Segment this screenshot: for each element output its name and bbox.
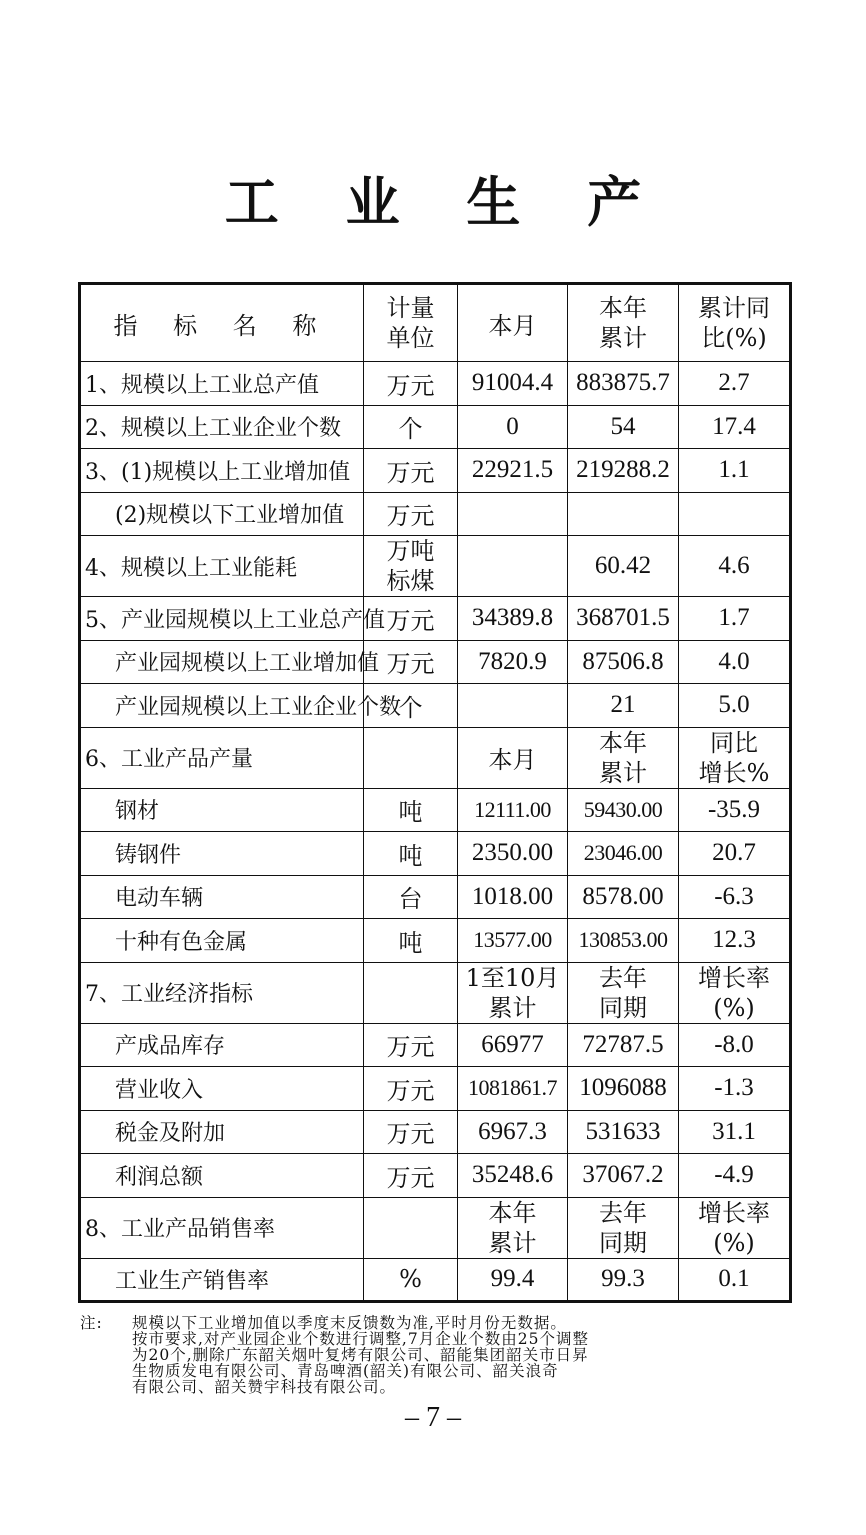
row-month: 1018.00 [458, 875, 568, 919]
row-yoy: -8.0 [679, 1023, 791, 1067]
row-month [458, 684, 568, 728]
table-row [80, 362, 791, 406]
table-row [80, 1258, 791, 1302]
footnote-line: 有限公司、韶关赞宇科技有限公司。 [132, 1378, 397, 1396]
row-name: 工业生产销售率 [80, 1258, 364, 1302]
row-unit: 万元 [364, 449, 458, 493]
section-6-col4: 本年 累计 [568, 727, 679, 788]
table-row [80, 1067, 791, 1111]
row-ytd: 37067.2 [568, 1154, 679, 1198]
row-name: 2、规模以上工业企业个数 [80, 405, 364, 449]
row-month: 12111.00 [458, 788, 568, 832]
table-header-row [80, 284, 791, 362]
row-ytd: 54 [568, 405, 679, 449]
section-header-row [80, 962, 791, 1023]
section-header-row [80, 1197, 791, 1258]
row-unit: 万元 [364, 597, 458, 641]
row-ytd: 368701.5 [568, 597, 679, 641]
row-ytd: 130853.00 [568, 919, 679, 963]
section-8-unit-empty [364, 1197, 458, 1258]
row-unit: 万元 [364, 492, 458, 536]
row-yoy: 31.1 [679, 1110, 791, 1154]
row-unit: % [364, 1258, 458, 1302]
row-name: 3、(1)规模以上工业增加值 [80, 449, 364, 493]
row-unit: 万元 [364, 1067, 458, 1111]
row-month [458, 492, 568, 536]
row-month: 91004.4 [458, 362, 568, 406]
row-name: (2)规模以下工业增加值 [80, 492, 364, 536]
row-month: 7820.9 [458, 640, 568, 684]
table-row [80, 684, 791, 728]
row-ytd: 72787.5 [568, 1023, 679, 1067]
row-yoy: -1.3 [679, 1067, 791, 1111]
row-yoy: 4.6 [679, 536, 791, 597]
row-name: 营业收入 [80, 1067, 364, 1111]
header-unit: 计量 单位 [364, 284, 458, 362]
row-ytd: 59430.00 [568, 788, 679, 832]
footnote-line: 规模以下工业增加值以季度末反馈数为准,平时月份无数据。 [132, 1314, 567, 1332]
section-6-unit-empty [364, 727, 458, 788]
section-7-col5: 增长率 (%) [679, 962, 791, 1023]
row-unit: 吨 [364, 788, 458, 832]
footnote-line: 生物质发电有限公司、青岛啤酒(韶关)有限公司、韶关浪奇 [132, 1362, 559, 1380]
row-name: 产业园规模以上工业企业个数 [80, 684, 364, 728]
row-month: 0 [458, 405, 568, 449]
section-8-col4: 去年 同期 [568, 1197, 679, 1258]
header-ytd: 本年 累计 [568, 284, 679, 362]
row-name: 十种有色金属 [80, 919, 364, 963]
row-ytd: 60.42 [568, 536, 679, 597]
footnote-label: 注: [80, 1314, 103, 1332]
page-title: 工 业 生 产 [224, 171, 666, 234]
row-unit: 台 [364, 875, 458, 919]
header-indicator-name: 指 标 名 称 [80, 284, 364, 362]
table-row [80, 1154, 791, 1198]
row-yoy: 5.0 [679, 684, 791, 728]
row-month: 35248.6 [458, 1154, 568, 1198]
header-this-month: 本月 [458, 284, 568, 362]
row-yoy: 2.7 [679, 362, 791, 406]
row-unit: 万元 [364, 640, 458, 684]
section-8-name: 8、工业产品销售率 [80, 1197, 364, 1258]
table-row [80, 449, 791, 493]
row-yoy: -35.9 [679, 788, 791, 832]
table-row [80, 405, 791, 449]
section-7-unit-empty [364, 962, 458, 1023]
row-ytd: 219288.2 [568, 449, 679, 493]
section-8-col5: 增长率 (%) [679, 1197, 791, 1258]
industry-stats-table [78, 282, 792, 1303]
table-row [80, 492, 791, 536]
table-row [80, 1110, 791, 1154]
row-month: 13577.00 [458, 919, 568, 963]
header-yoy: 累计同 比(%) [679, 284, 791, 362]
row-yoy: 1.1 [679, 449, 791, 493]
row-yoy: 0.1 [679, 1258, 791, 1302]
row-ytd: 21 [568, 684, 679, 728]
row-month: 34389.8 [458, 597, 568, 641]
section-7-col3: 1至10月 累计 [458, 962, 568, 1023]
row-yoy: 4.0 [679, 640, 791, 684]
section-8-col3: 本年 累计 [458, 1197, 568, 1258]
footnote-line: 按市要求,对产业园企业个数进行调整,7月企业个数由25个调整 [132, 1330, 589, 1348]
row-month: 1081861.7 [458, 1067, 568, 1111]
row-unit: 万元 [364, 1110, 458, 1154]
row-name: 铸钢件 [80, 832, 364, 876]
row-ytd: 23046.00 [568, 832, 679, 876]
row-name: 4、规模以上工业能耗 [80, 536, 364, 597]
table-row [80, 640, 791, 684]
row-month [458, 536, 568, 597]
row-name: 1、规模以上工业总产值 [80, 362, 364, 406]
row-ytd: 1096088 [568, 1067, 679, 1111]
row-month: 2350.00 [458, 832, 568, 876]
row-name: 利润总额 [80, 1154, 364, 1198]
row-ytd: 8578.00 [568, 875, 679, 919]
footnote-line: 为20个,删除广东韶关烟叶复烤有限公司、韶能集团韶关市日昇 [132, 1346, 589, 1364]
row-ytd: 99.3 [568, 1258, 679, 1302]
row-yoy [679, 492, 791, 536]
row-yoy: 1.7 [679, 597, 791, 641]
row-unit: 吨 [364, 832, 458, 876]
row-name: 电动车辆 [80, 875, 364, 919]
table-row [80, 1023, 791, 1067]
row-name: 5、产业园规模以上工业总产值 [80, 597, 364, 641]
row-yoy: -4.9 [679, 1154, 791, 1198]
section-header-row [80, 727, 791, 788]
section-6-name: 6、工业产品产量 [80, 727, 364, 788]
table-row [80, 832, 791, 876]
section-6-col3: 本月 [458, 727, 568, 788]
section-6-col5: 同比 增长% [679, 727, 791, 788]
row-yoy: -6.3 [679, 875, 791, 919]
row-unit: 个 [364, 405, 458, 449]
row-month: 22921.5 [458, 449, 568, 493]
table-row [80, 597, 791, 641]
row-yoy: 17.4 [679, 405, 791, 449]
row-unit: 万元 [364, 1154, 458, 1198]
row-yoy: 20.7 [679, 832, 791, 876]
row-unit: 个 [364, 684, 458, 728]
row-unit: 万元 [364, 362, 458, 406]
section-7-name: 7、工业经济指标 [80, 962, 364, 1023]
row-ytd [568, 492, 679, 536]
row-name: 产成品库存 [80, 1023, 364, 1067]
row-unit: 万吨 标煤 [364, 536, 458, 597]
table-row [80, 788, 791, 832]
row-unit: 吨 [364, 919, 458, 963]
row-ytd: 883875.7 [568, 362, 679, 406]
table-row [80, 875, 791, 919]
page-number: – 7 – [405, 1402, 461, 1433]
row-ytd: 531633 [568, 1110, 679, 1154]
row-name: 钢材 [80, 788, 364, 832]
row-name: 税金及附加 [80, 1110, 364, 1154]
row-month: 6967.3 [458, 1110, 568, 1154]
table-row [80, 919, 791, 963]
section-7-col4: 去年 同期 [568, 962, 679, 1023]
row-month: 99.4 [458, 1258, 568, 1302]
row-yoy: 12.3 [679, 919, 791, 963]
row-month: 66977 [458, 1023, 568, 1067]
row-ytd: 87506.8 [568, 640, 679, 684]
row-unit: 万元 [364, 1023, 458, 1067]
row-name: 产业园规模以上工业增加值 [80, 640, 364, 684]
footnote [80, 1315, 792, 1395]
table-row [80, 536, 791, 597]
